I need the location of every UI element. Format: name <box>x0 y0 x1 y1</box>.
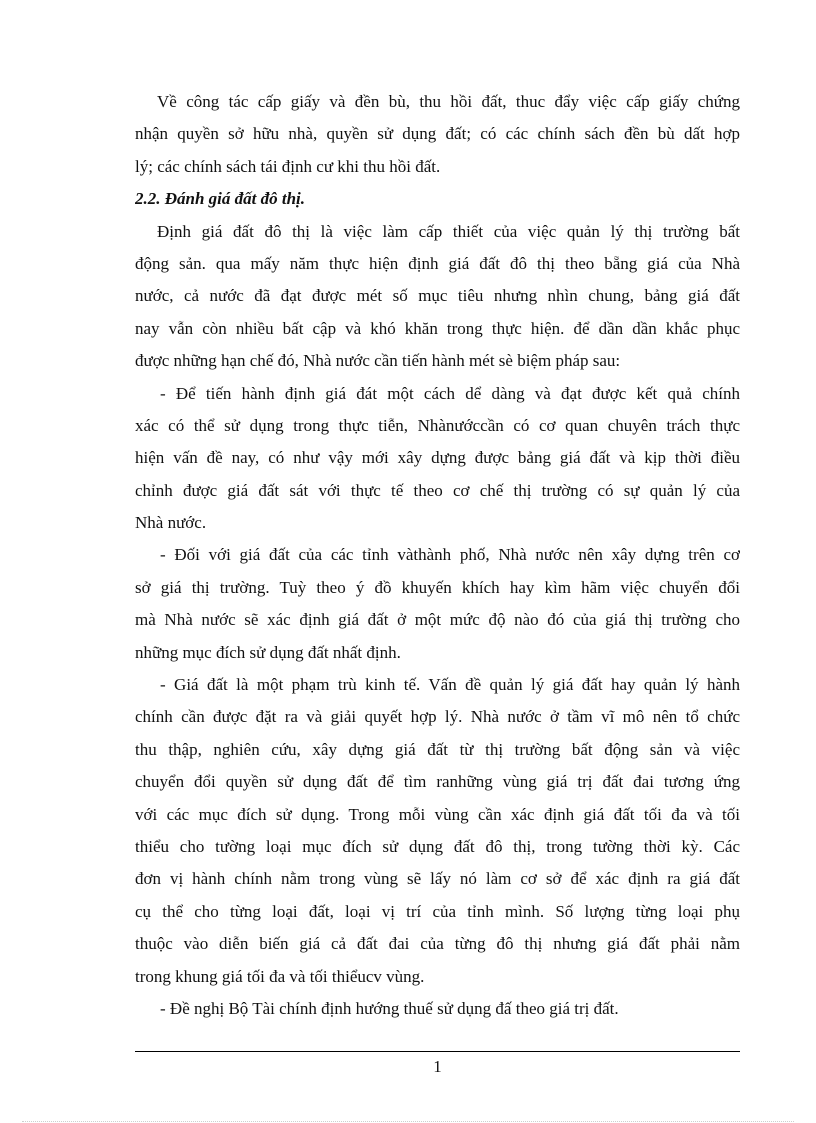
paragraph-line: nhận quyền sở hữu nhà, quyền sử dụng đất; có các chính sách đền bù dất hợp <box>135 124 740 144</box>
paragraph-line: thu thập, nghiên cứu, xây dựng giá đất từ thị trường bất động sản và việc <box>135 739 740 759</box>
paragraph-line: nay vẫn còn nhiều bất cập và khó khăn trong thực hiện. để dần dần khắc phục <box>135 318 740 338</box>
paragraph-line: đơn vị hành chính nằm trong vùng sẽ lấy nó làm cơ sở để xác định ra giá đất <box>135 869 740 889</box>
paragraph-line: chính cần được đặt ra và giải quyết hợp lý. Nhà nước ở tầm vĩ mô nên tổ chức <box>135 707 740 727</box>
paragraph-line: chỉnh được giá đất sát với thực tế theo cơ chế thị trường có sự quản lý của <box>135 480 740 500</box>
paragraph-line: sở giá thị trường. Tuỳ theo ý đồ khuyến khích hay kìm hãm việc chuyển đổi <box>135 577 740 597</box>
page-number: 1 <box>433 1057 442 1076</box>
bullet-line: - Đề nghị Bộ Tài chính định hướng thuế sử dụng đấ theo giá trị đất. <box>160 998 619 1018</box>
section-heading: 2.2. Đánh giá đất đô thị. <box>135 189 306 209</box>
footer-divider <box>135 1051 740 1052</box>
paragraph-line: được những hạn chế đó, Nhà nước cần tiến hành mét sè biệm pháp sau: <box>135 351 621 371</box>
paragraph-line: lý; các chính sách tái định cư khi thu hồi đất. <box>135 156 441 176</box>
paragraph-line: những mục đích sử dụng đất nhất định. <box>135 642 401 662</box>
paragraph-line: động sản. qua mấy năm thực hiện định giá đất đô thị theo bẵng giá của Nhà <box>135 253 740 273</box>
paragraph-line: Nhà nước. <box>135 513 207 533</box>
paragraph-line: nước, cả nước đã đạt được mét số mục tiêu nhưng nhìn chung, bảng giá đất <box>135 286 740 306</box>
paragraph-line: trong khung giá tối đa và tối thiểucv vùng. <box>135 966 425 986</box>
paragraph-line: hiện vấn đề nay, có như vậy mới xây dựng được bảng giá đất và kịp thời điều <box>135 448 740 468</box>
paragraph-line: thiểu cho tường loại mục đích sử dụng đất đô thị, trong tường thời kỳ. Các <box>135 836 740 856</box>
paragraph-line: với các mục đích sử dụng. Trong mỗi vùng cần xác định giá đất tối đa và tối <box>135 804 740 824</box>
paragraph-line: xác có thể sử dụng trong thực tiễn, Nhànướccần có cơ quan chuyên trách thực <box>135 415 740 435</box>
paragraph-line: chuyển đổi quyền sử dụng đất để tìm ranhững vùng giá trị đất đai tương ứng <box>135 772 740 792</box>
paragraph-line: Về công tác cấp giấy và đền bù, thu hồi đất, thuc đẩy việc cấp giấy chứng <box>157 92 740 111</box>
bullet-line: - Để tiến hành định giá đát một cách dể dàng và đạt được kết quả chính <box>160 383 740 403</box>
paragraph-line: Định giá đất đô thị là việc làm cấp thiết của việc quản lý thị trường bất <box>157 221 740 241</box>
paragraph-line: thuộc vào diễn biến giá cả đất đai của từng đô thị nhưng giá đất phải nằm <box>135 934 740 954</box>
bullet-line: - Giá đất là một phạm trù kinh tế. Vấn đề quản lý giá đất hay quản lý hành <box>160 675 740 695</box>
paragraph-line: cụ thể cho từng loại đất, loại vị trí của tỉnh mình. Số lượng từng loại phụ <box>135 901 740 921</box>
bullet-line: - Đối với giá đất của các tỉnh vàthành phố, Nhà nước nên xây dựng trên cơ <box>160 545 740 565</box>
page-bottom-border <box>22 1121 794 1122</box>
paragraph-line: mà Nhà nước sẽ xác định giá đất ở một mức độ nào đó của giá thị trường cho <box>135 610 740 630</box>
document-page <box>135 86 740 1025</box>
